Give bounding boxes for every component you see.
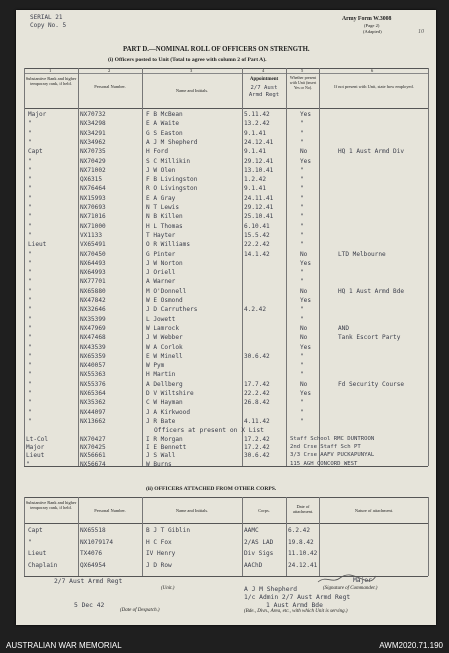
attachment-date-cell: 19.8.42: [288, 538, 314, 546]
attachment-date-cell: 11.10.42: [288, 550, 318, 557]
rank-cell: ": [28, 250, 32, 258]
appointment-date-cell: 29.12.41: [244, 157, 274, 165]
attached-row: [16, 549, 436, 558]
personal-number-cell: NX56661: [80, 452, 106, 460]
officer-row: [16, 203, 436, 212]
present-cell: ": [300, 120, 304, 128]
part-title: PART D.—NOMINAL ROLL OF OFFICERS ON STRENGTH.: [123, 46, 310, 53]
appointment-date-cell: 13.10.41: [244, 166, 274, 174]
name-cell: IV Henry: [146, 550, 176, 557]
appointment-date-cell: 13.2.42: [244, 120, 270, 128]
name-cell: J A Kirkwood: [146, 408, 191, 416]
rank-cell: ": [28, 417, 32, 425]
name-cell: J R Bate: [146, 417, 176, 425]
name-cell: A Dellberg: [146, 380, 183, 388]
officer-row: [16, 380, 436, 389]
present-cell: ": [300, 362, 304, 370]
rank-cell: ": [28, 380, 32, 388]
employment-cell: Fd Security Course: [338, 380, 405, 388]
personal-number-cell: NX47842: [80, 297, 106, 304]
name-cell: H C Fox: [146, 538, 172, 546]
att-header-date: Date of attachment.: [292, 504, 314, 515]
rank-cell: Lt-Col: [26, 436, 49, 443]
rank-cell: ": [28, 334, 32, 342]
present-cell: ": [300, 166, 304, 174]
header-name: Name and Initials.: [175, 88, 209, 93]
personal-number-cell: NX34962: [80, 138, 106, 146]
rank-cell: ": [28, 194, 32, 202]
unit-name: 2/7 Aust Armd Regt: [54, 578, 123, 585]
appointment-date-cell: 26.8.42: [244, 399, 270, 407]
name-cell: W A Corlok: [146, 343, 183, 351]
appointment-date-cell: 30.6.42: [244, 352, 270, 360]
name-cell: N T Lewis: [146, 204, 180, 211]
rank-cell: Capt: [28, 148, 43, 156]
att-header-nature: Nature of attachment.: [354, 508, 394, 513]
personal-number-cell: NX35399: [80, 315, 106, 323]
name-cell: L Jowett: [146, 315, 176, 323]
appointment-date-cell: 22.2.42: [244, 241, 270, 249]
personal-number-cell: NX65880: [80, 287, 106, 295]
present-cell: ": [300, 269, 304, 277]
appointment-date-cell: 9.1.41: [244, 148, 267, 156]
rank-cell: ": [28, 166, 32, 174]
present-cell: ": [300, 204, 304, 211]
officer-row: [16, 287, 436, 296]
employment-cell: Staff School RMC DUNTROON: [290, 436, 375, 442]
present-cell: No: [300, 334, 308, 342]
personal-number-cell: NX65359: [80, 352, 106, 360]
present-cell: ": [300, 176, 304, 184]
name-cell: A J M Shepherd: [146, 138, 198, 146]
admin-unit: 1/c Admin 2/7 Aust Armd Regt: [244, 594, 351, 601]
present-cell: Yes: [300, 157, 312, 165]
rank-cell: ": [28, 371, 32, 379]
employment-cell: HQ 1 Aust Armd Bde: [338, 287, 405, 295]
name-cell: C W Hayman: [146, 399, 183, 407]
rank-cell: ": [28, 176, 32, 184]
name-cell: W Burns: [146, 460, 172, 468]
corps-cell: Div Sigs: [244, 550, 274, 557]
present-cell: ": [300, 315, 304, 323]
rank-cell: Chaplain: [28, 561, 58, 569]
rank-cell: ": [28, 306, 32, 314]
name-cell: J W Olen: [146, 166, 176, 174]
officer-row: [16, 324, 436, 333]
copy-number: Copy No. 5: [30, 22, 67, 29]
name-cell: A Warner: [146, 278, 176, 286]
name-cell: G S Easton: [146, 129, 183, 137]
officer-row: [16, 277, 436, 286]
personal-number-cell: TX4076: [80, 550, 103, 557]
name-cell: E A Waite: [146, 120, 180, 128]
officer-row: [16, 212, 436, 221]
appointment-date-cell: 9.1.41: [244, 129, 267, 137]
rank-cell: ": [28, 278, 32, 286]
present-cell: No: [300, 324, 308, 332]
personal-number-cell: NX70693: [80, 204, 106, 211]
appointment-date-cell: 5.11.42: [244, 111, 270, 118]
appointment-date-cell: 9.1.41: [244, 185, 267, 193]
appointment-date-cell: 25.10.41: [244, 213, 274, 221]
name-cell: I E Bennett: [146, 444, 187, 452]
appointment-date-cell: 1.2.42: [244, 176, 267, 184]
personal-number-cell: NX76464: [80, 185, 106, 193]
present-cell: Yes: [300, 297, 312, 304]
personal-number-cell: NX44097: [80, 408, 106, 416]
officer-row: [16, 417, 436, 426]
appointment-date-cell: 14.1.42: [244, 250, 270, 258]
name-cell: H Martin: [146, 371, 176, 379]
present-cell: ": [300, 222, 304, 230]
rank-cell: ": [28, 222, 32, 230]
personal-number-cell: NX65364: [80, 390, 106, 397]
form-number: Army Form W.3008: [342, 16, 392, 22]
rank-cell: ": [28, 408, 32, 416]
personal-number-cell: NX70735: [80, 148, 106, 156]
name-cell: D V Wiltshire: [146, 390, 194, 397]
footer-source: AUSTRALIAN WAR MEMORIAL: [6, 641, 122, 650]
name-cell: F B Livingston: [146, 176, 198, 184]
name-cell: F B McBean: [146, 111, 183, 118]
officer-row: [16, 184, 436, 193]
officer-row: [16, 315, 436, 324]
present-cell: ": [300, 213, 304, 221]
personal-number-cell: VX1133: [80, 231, 103, 239]
rank-cell: ": [26, 460, 30, 468]
officer-row: [16, 259, 436, 268]
despatch-date-caption: (Date of Despatch.): [120, 608, 160, 613]
personal-number-cell: NX70425: [80, 444, 106, 452]
rank-cell: ": [28, 185, 32, 193]
officer-row: [16, 296, 436, 305]
form-page: (Page 2): [364, 23, 380, 28]
appointment-date-cell: 4.2.42: [244, 306, 267, 314]
present-cell: Yes: [300, 111, 312, 118]
personal-number-cell: VX65491: [80, 241, 106, 249]
rank-cell: ": [28, 362, 32, 370]
rank-cell: Lieut: [26, 452, 45, 460]
name-cell: J D Row: [146, 561, 172, 569]
name-cell: N B Killen: [146, 213, 183, 221]
present-cell: No: [300, 148, 308, 156]
personal-number-cell: NX56674: [80, 460, 106, 468]
attached-row: [16, 538, 436, 547]
employment-cell: 115 AGH CONCORD WEST: [290, 460, 358, 467]
appointment-date-cell: 24.12.41: [244, 138, 274, 146]
rank-cell: ": [28, 315, 32, 323]
rank-cell: ": [28, 269, 32, 277]
personal-number-cell: NX1079174: [80, 538, 114, 546]
header-present: Whether present with Unit (insert Yes or No).: [289, 75, 317, 90]
officer-row: [16, 110, 436, 119]
rank-cell: ": [28, 297, 32, 304]
officer-row: [16, 129, 436, 138]
appointment-date-cell: 4.11.42: [244, 417, 270, 425]
form-adapted: (Adapted): [363, 29, 382, 34]
section1-title: (i) Officers posted to Unit (Total to agree with column 2 of Part A).: [108, 57, 267, 63]
signature-scrawl: [316, 573, 378, 585]
personal-number-cell: NX34291: [80, 129, 106, 137]
header-rank: Substantive Rank and higher temporary rank, if held.: [25, 76, 77, 87]
officer-row: [16, 147, 436, 156]
name-cell: M O'Donnell: [146, 287, 187, 295]
officer-row: [16, 194, 436, 203]
header-appointment: Appointment: [249, 77, 279, 82]
present-cell: ": [300, 306, 304, 314]
present-cell: Yes: [300, 390, 312, 397]
present-cell: No: [300, 250, 308, 258]
name-cell: W Pym: [146, 362, 165, 370]
present-cell: ": [300, 417, 304, 425]
officer-row: [16, 138, 436, 147]
personal-number-cell: NX71000: [80, 222, 106, 230]
name-cell: W Lamrock: [146, 324, 180, 332]
section2-title: (ii) OFFICERS ATTACHED FROM OTHER CORPS.: [146, 486, 277, 492]
name-cell: J Oriell: [146, 269, 176, 277]
header-unit-stamp: 2/7 Aust Armd Regt: [248, 85, 280, 98]
employment-cell: 2nd Crse Staff Sch PT: [290, 444, 361, 451]
rank-cell: ": [28, 324, 32, 332]
officer-row: [16, 157, 436, 166]
appointment-date-cell: 15.5.42: [244, 231, 270, 239]
present-cell: ": [300, 371, 304, 379]
name-cell: T Hayter: [146, 231, 176, 239]
present-cell: ": [300, 278, 304, 286]
name-cell: J S Wall: [146, 452, 176, 460]
appointment-date-cell: 17.7.42: [244, 380, 270, 388]
x-list-row: [16, 460, 436, 469]
name-cell: J D Carruthers: [146, 306, 198, 314]
present-cell: ": [300, 194, 304, 202]
col-number-5: 5: [301, 68, 304, 73]
present-cell: ": [300, 185, 304, 193]
name-cell: J W Norton: [146, 259, 183, 267]
document-page: [16, 10, 436, 625]
name-cell: R O Livingston: [146, 185, 198, 193]
corps-cell: 2/AS LAD: [244, 538, 274, 546]
personal-number-cell: NX47969: [80, 324, 106, 332]
corps-cell: AAMC: [244, 527, 259, 534]
personal-number-cell: NX64493: [80, 259, 106, 267]
rank-cell: ": [28, 538, 32, 546]
handwritten-page-number: 10: [418, 29, 424, 35]
serial-number: SERIAL 21: [30, 14, 63, 21]
officer-row: [16, 305, 436, 314]
name-cell: H Ford: [146, 148, 169, 156]
rank-cell: ": [28, 204, 32, 211]
rank-cell: Major: [28, 111, 47, 118]
appointment-date-cell: 30.6.42: [244, 452, 270, 460]
rank-cell: ": [28, 259, 32, 267]
col-number-2: 2: [108, 68, 111, 73]
rank-cell: Capt: [28, 527, 43, 534]
appointment-date-cell: 17.2.42: [244, 444, 270, 452]
officer-row: [16, 333, 436, 342]
col-number-1: 1: [49, 68, 52, 73]
present-cell: No: [300, 287, 308, 295]
name-cell: W E Osmond: [146, 297, 183, 304]
attached-row: [16, 526, 436, 535]
present-cell: ": [300, 399, 304, 407]
commander-name: A J M Shepherd: [244, 586, 298, 593]
rank-cell: Major: [26, 444, 45, 452]
present-cell: ": [300, 241, 304, 249]
officer-row: [16, 352, 436, 361]
present-cell: Yes: [300, 343, 312, 351]
officer-row: [16, 268, 436, 277]
officer-row: [16, 398, 436, 407]
personal-number-cell: QX64954: [80, 561, 106, 569]
employment-cell: AND: [338, 324, 350, 332]
employment-cell: HQ 1 Aust Armd Div: [338, 148, 405, 156]
personal-number-cell: NX65518: [80, 527, 106, 534]
officers-x-list-line: Officers at present on X List: [154, 427, 264, 434]
personal-number-cell: NX34298: [80, 120, 106, 128]
present-cell: ": [300, 352, 304, 360]
personal-number-cell: NX32646: [80, 306, 106, 314]
employment-cell: 3/3 Crse AAFV PUCKAPUNYAL: [290, 452, 375, 459]
appointment-date-cell: 17.2.42: [244, 436, 270, 443]
officer-row: [16, 231, 436, 240]
name-cell: J W Webber: [146, 334, 183, 342]
corps-cell: AAChD: [244, 561, 263, 569]
rank-cell: ": [28, 399, 32, 407]
appointment-date-cell: 24.11.41: [244, 194, 274, 202]
footer-bar: [0, 638, 449, 653]
officer-row: [16, 389, 436, 398]
personal-number-cell: NX47468: [80, 334, 106, 342]
name-cell: H L Thomas: [146, 222, 183, 230]
name-cell: O R Williams: [146, 241, 191, 249]
personal-number-cell: NX55363: [80, 371, 106, 379]
rank-cell: Lieut: [28, 241, 47, 249]
officer-row: [16, 370, 436, 379]
name-cell: B J T Giblin: [146, 527, 191, 534]
header-employment: If not present with Unit, state how employed.: [334, 84, 414, 89]
officer-row: [16, 222, 436, 231]
name-cell: G Pinter: [146, 250, 176, 258]
appointment-date-cell: 6.10.41: [244, 222, 270, 230]
officer-row: [16, 250, 436, 259]
att-header-corps: Corps.: [258, 508, 270, 513]
att-header-number: Personal Number.: [94, 508, 126, 513]
personal-number-cell: NX77701: [80, 278, 106, 286]
rank-cell: ": [28, 343, 32, 351]
personal-number-cell: NX64993: [80, 269, 106, 277]
personal-number-cell: NX70429: [80, 157, 106, 165]
att-header-name: Name and Initials.: [175, 508, 209, 513]
name-cell: S C Millikin: [146, 157, 191, 165]
present-cell: ": [300, 138, 304, 146]
attachment-date-cell: 6.2.42: [288, 527, 311, 534]
personal-number-cell: NX70427: [80, 436, 106, 443]
personal-number-cell: QX6315: [80, 176, 103, 184]
personal-number-cell: NX70450: [80, 250, 106, 258]
rank-cell: ": [28, 231, 32, 239]
rank-cell: ": [28, 352, 32, 360]
commander-rank: Major: [353, 577, 372, 584]
officer-row: [16, 175, 436, 184]
rank-cell: ": [28, 138, 32, 146]
personal-number-cell: NX15993: [80, 194, 106, 202]
personal-number-cell: NX70732: [80, 111, 106, 118]
signature-caption: (Signature of Commander.): [323, 586, 378, 591]
employment-cell: LTD Melbourne: [338, 250, 386, 258]
despatch-date: 5 Dec 42: [74, 602, 105, 609]
present-cell: ": [300, 408, 304, 416]
personal-number-cell: NX71016: [80, 213, 106, 221]
personal-number-cell: NX43539: [80, 343, 106, 351]
footer-accession: AWM2020.71.190: [379, 641, 443, 650]
personal-number-cell: NX35362: [80, 399, 106, 407]
personal-number-cell: NX55376: [80, 380, 106, 388]
name-cell: E A Gray: [146, 194, 176, 202]
present-cell: ": [300, 129, 304, 137]
col-number-3: 3: [190, 68, 193, 73]
name-cell: I R Morgan: [146, 436, 183, 443]
present-cell: No: [300, 380, 308, 388]
officer-row: [16, 343, 436, 352]
rank-cell: ": [28, 287, 32, 295]
rank-cell: ": [28, 129, 32, 137]
rank-cell: ": [28, 157, 32, 165]
rank-cell: Lieut: [28, 550, 47, 557]
col-number-4: 4: [262, 68, 265, 73]
col-number-6: 6: [371, 68, 374, 73]
brigade-caption: (Bde., Divn., Area, etc., with which Unit is serving.): [244, 609, 348, 614]
officer-row: [16, 408, 436, 417]
attachment-date-cell: 24.12.41: [288, 561, 318, 569]
personal-number-cell: NX71002: [80, 166, 106, 174]
rank-cell: ": [28, 390, 32, 397]
officer-row: [16, 240, 436, 249]
appointment-date-cell: 22.2.42: [244, 390, 270, 397]
att-header-rank: Substantive Rank and higher temporary rank, if held.: [25, 500, 77, 511]
officer-row: [16, 166, 436, 175]
name-cell: E W Minell: [146, 352, 183, 360]
appointment-date-cell: 29.12.41: [244, 204, 274, 211]
attached-row: [16, 561, 436, 570]
personal-number-cell: NX13662: [80, 417, 106, 425]
brigade: 1 Aust Armd Bde: [266, 602, 323, 609]
header-personal-number: Personal Number.: [94, 84, 126, 89]
present-cell: ": [300, 231, 304, 239]
unit-caption: (Unit.): [161, 586, 175, 591]
employment-cell: Tank Escort Party: [338, 334, 401, 342]
personal-number-cell: NX40057: [80, 362, 106, 370]
present-cell: Yes: [300, 259, 312, 267]
rank-cell: ": [28, 213, 32, 221]
officer-row: [16, 361, 436, 370]
rank-cell: ": [28, 120, 32, 128]
officer-row: [16, 119, 436, 128]
